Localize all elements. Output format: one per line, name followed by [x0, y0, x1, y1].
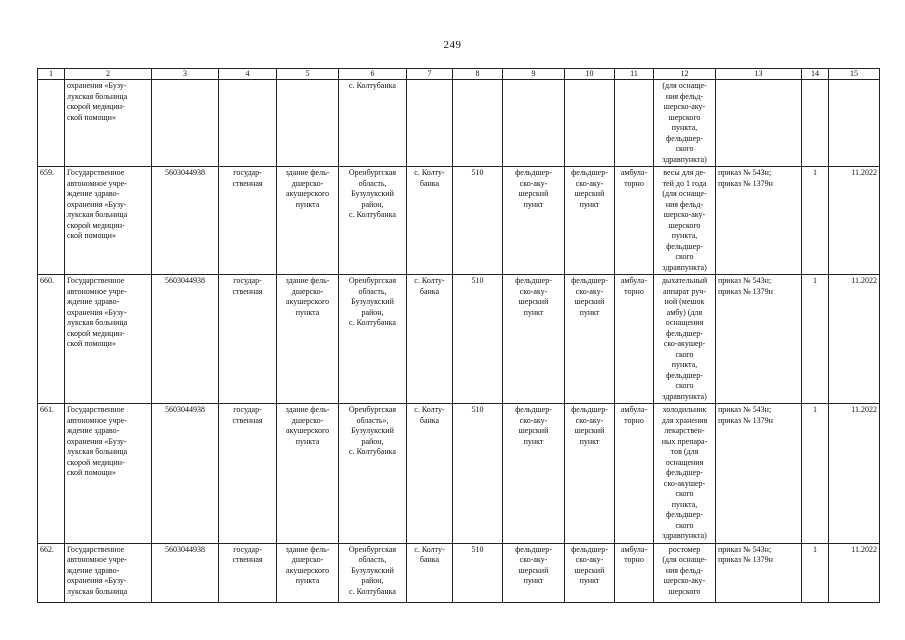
table-cell-loc: с. Колту- банка: [407, 543, 453, 602]
header-row: [38, 69, 880, 80]
table-cell-qty: 1: [802, 167, 829, 275]
table-cell-org: охранения «Бузу- лукская больница скорой медицин- ской помощи»: [65, 80, 152, 167]
table-body: [38, 69, 880, 603]
table-cell-qty: [802, 80, 829, 167]
table-cell-loc: [407, 80, 453, 167]
table-row: [38, 543, 880, 602]
table-cell-loc: с. Колту- банка: [407, 404, 453, 544]
table-cell-date: 11.2022: [829, 167, 880, 275]
table-cell-equip: (для оснаще- ния фельд- шерско-аку- шерского пункта, фельдшер- ского здравпункта): [654, 80, 716, 167]
table-cell-org: Государственное автономное учре- ждение здраво- охранения «Бузу- лукская больница: [65, 543, 152, 602]
table-cell-org: Государственное автономное учре- ждение здраво- охранения «Бузу- лукская больница скорой медицин- ской помощи»: [65, 404, 152, 544]
table-cell-mode: амбула- торно: [615, 275, 654, 404]
table-cell-num: 659.: [38, 167, 65, 275]
table-cell-mode: амбула- торно: [615, 404, 654, 544]
table-cell-loc: с. Колту- банка: [407, 275, 453, 404]
header-cell: 2: [65, 69, 152, 80]
header-cell: 13: [716, 69, 802, 80]
table-cell-order: приказ № 543н; приказ № 1379н: [716, 543, 802, 602]
table-cell-order: [716, 80, 802, 167]
page-number: 249: [443, 39, 462, 51]
table-cell-code: [453, 80, 503, 167]
table-cell-equip: ростомер (для оснаще- ния фельд- шерско-аку- шерского: [654, 543, 716, 602]
table-cell-mode: амбула- торно: [615, 167, 654, 275]
table-cell-inn: 5603044938: [152, 543, 219, 602]
table-cell-addr: Оренбургская область», Бузулукский район, с. Колтубанка: [339, 404, 407, 544]
table-cell-inn: [152, 80, 219, 167]
header-cell: 8: [453, 69, 503, 80]
header-cell: 5: [277, 69, 339, 80]
table-row: [38, 275, 880, 404]
table-cell-mode: амбула- торно: [615, 543, 654, 602]
table-cell-code: 510: [453, 404, 503, 544]
table-cell-own: государ- ственная: [219, 167, 277, 275]
table-cell-qty: 1: [802, 404, 829, 544]
table-cell-inn: 5603044938: [152, 167, 219, 275]
table-cell-order: приказ № 543н; приказ № 1379н: [716, 167, 802, 275]
table-cell-addr: Оренбургская область, Бузулукский район, с. Колтубанка: [339, 167, 407, 275]
table-cell-bld: здание фель- дшерско- акушерского пункта: [277, 275, 339, 404]
table-cell-type: фельдшер- ско-аку- шерский пункт: [503, 543, 565, 602]
header-cell: 12: [654, 69, 716, 80]
header-cell: 3: [152, 69, 219, 80]
table-cell-code: 510: [453, 275, 503, 404]
header-cell: 10: [565, 69, 615, 80]
table-cell-type: фельдшер- ско-аку- шерский пункт: [503, 275, 565, 404]
table-cell-date: 11.2022: [829, 543, 880, 602]
table-row: [38, 80, 880, 167]
table-cell-org: Государственное автономное учре- ждение здраво- охранения «Бузу- лукская больница скорой медицин- ской помощи»: [65, 275, 152, 404]
table-cell-equip: весы для де- тей до 1 года (для оснаще- ния фельд- шерско-аку- шерского пункта, фельдшер- ского здравпункта): [654, 167, 716, 275]
header-cell: 14: [802, 69, 829, 80]
table-cell-bld: здание фель- дшерско- акушерского пункта: [277, 404, 339, 544]
register-table: [37, 68, 880, 603]
header-cell: 15: [829, 69, 880, 80]
table-row: [38, 404, 880, 544]
table-row: [38, 167, 880, 275]
table-cell-num: 661.: [38, 404, 65, 544]
table-cell-type: [503, 80, 565, 167]
table-cell-date: 11.2022: [829, 275, 880, 404]
table-cell-inn: 5603044938: [152, 404, 219, 544]
table-cell-own: государ- ственная: [219, 404, 277, 544]
table-cell-code: 510: [453, 543, 503, 602]
table-cell-date: 11.2022: [829, 404, 880, 544]
header-cell: 7: [407, 69, 453, 80]
table-cell-num: 662.: [38, 543, 65, 602]
table-cell-bld: [277, 80, 339, 167]
table-cell-type: фельдшер- ско-аку- шерский пункт: [503, 167, 565, 275]
table-cell-mode: [615, 80, 654, 167]
table-cell-order: приказ № 543н; приказ № 1379н: [716, 275, 802, 404]
table-cell-sub: фельдшер- ско-аку- шерский пункт: [565, 167, 615, 275]
table-cell-bld: здание фель- дшерско- акушерского пункта: [277, 543, 339, 602]
header-cell: 9: [503, 69, 565, 80]
table-cell-bld: здание фель- дшерско- акушерского пункта: [277, 167, 339, 275]
table-cell-sub: фельдшер- ско-аку- шерский пункт: [565, 404, 615, 544]
table-cell-inn: 5603044938: [152, 275, 219, 404]
table-cell-own: [219, 80, 277, 167]
table-cell-loc: с. Колту- банка: [407, 167, 453, 275]
header-cell: 11: [615, 69, 654, 80]
table-cell-equip: дыхательный аппарат руч- ной (мешок амбу) (для оснащения фельдшер- ско-акушер- ского пункта, фельдшер- ского здравпункта): [654, 275, 716, 404]
table-cell-qty: 1: [802, 543, 829, 602]
table-cell-addr: Оренбургская область, Бузулукский район, с. Колтубанка: [339, 275, 407, 404]
table-cell-num: [38, 80, 65, 167]
table-cell-qty: 1: [802, 275, 829, 404]
table-cell-order: приказ № 543н; приказ № 1379н: [716, 404, 802, 544]
table-cell-equip: холодильник для хранения лекарствен- ных препара- тов (для оснащения фельдшер- ско-акушер- ского пункта, фельдшер- ского здравпункта): [654, 404, 716, 544]
table-cell-org: Государственное автономное учре- ждение здраво- охранения «Бузу- лукская больница скорой медицин- ской помощи»: [65, 167, 152, 275]
table-cell-own: государ- ственная: [219, 275, 277, 404]
table-cell-own: государ- ственная: [219, 543, 277, 602]
header-cell: 4: [219, 69, 277, 80]
table-cell-sub: фельдшер- ско-аку- шерский пункт: [565, 543, 615, 602]
header-cell: 6: [339, 69, 407, 80]
table-cell-sub: [565, 80, 615, 167]
table-cell-sub: фельдшер- ско-аку- шерский пункт: [565, 275, 615, 404]
table-cell-addr: с. Колтубанка: [339, 80, 407, 167]
table-cell-num: 660.: [38, 275, 65, 404]
header-cell: 1: [38, 69, 65, 80]
table-cell-type: фельдшер- ско-аку- шерский пункт: [503, 404, 565, 544]
table-cell-date: [829, 80, 880, 167]
table-cell-code: 510: [453, 167, 503, 275]
table-cell-addr: Оренбургская область, Бузулукский район, с. Колтубанка: [339, 543, 407, 602]
